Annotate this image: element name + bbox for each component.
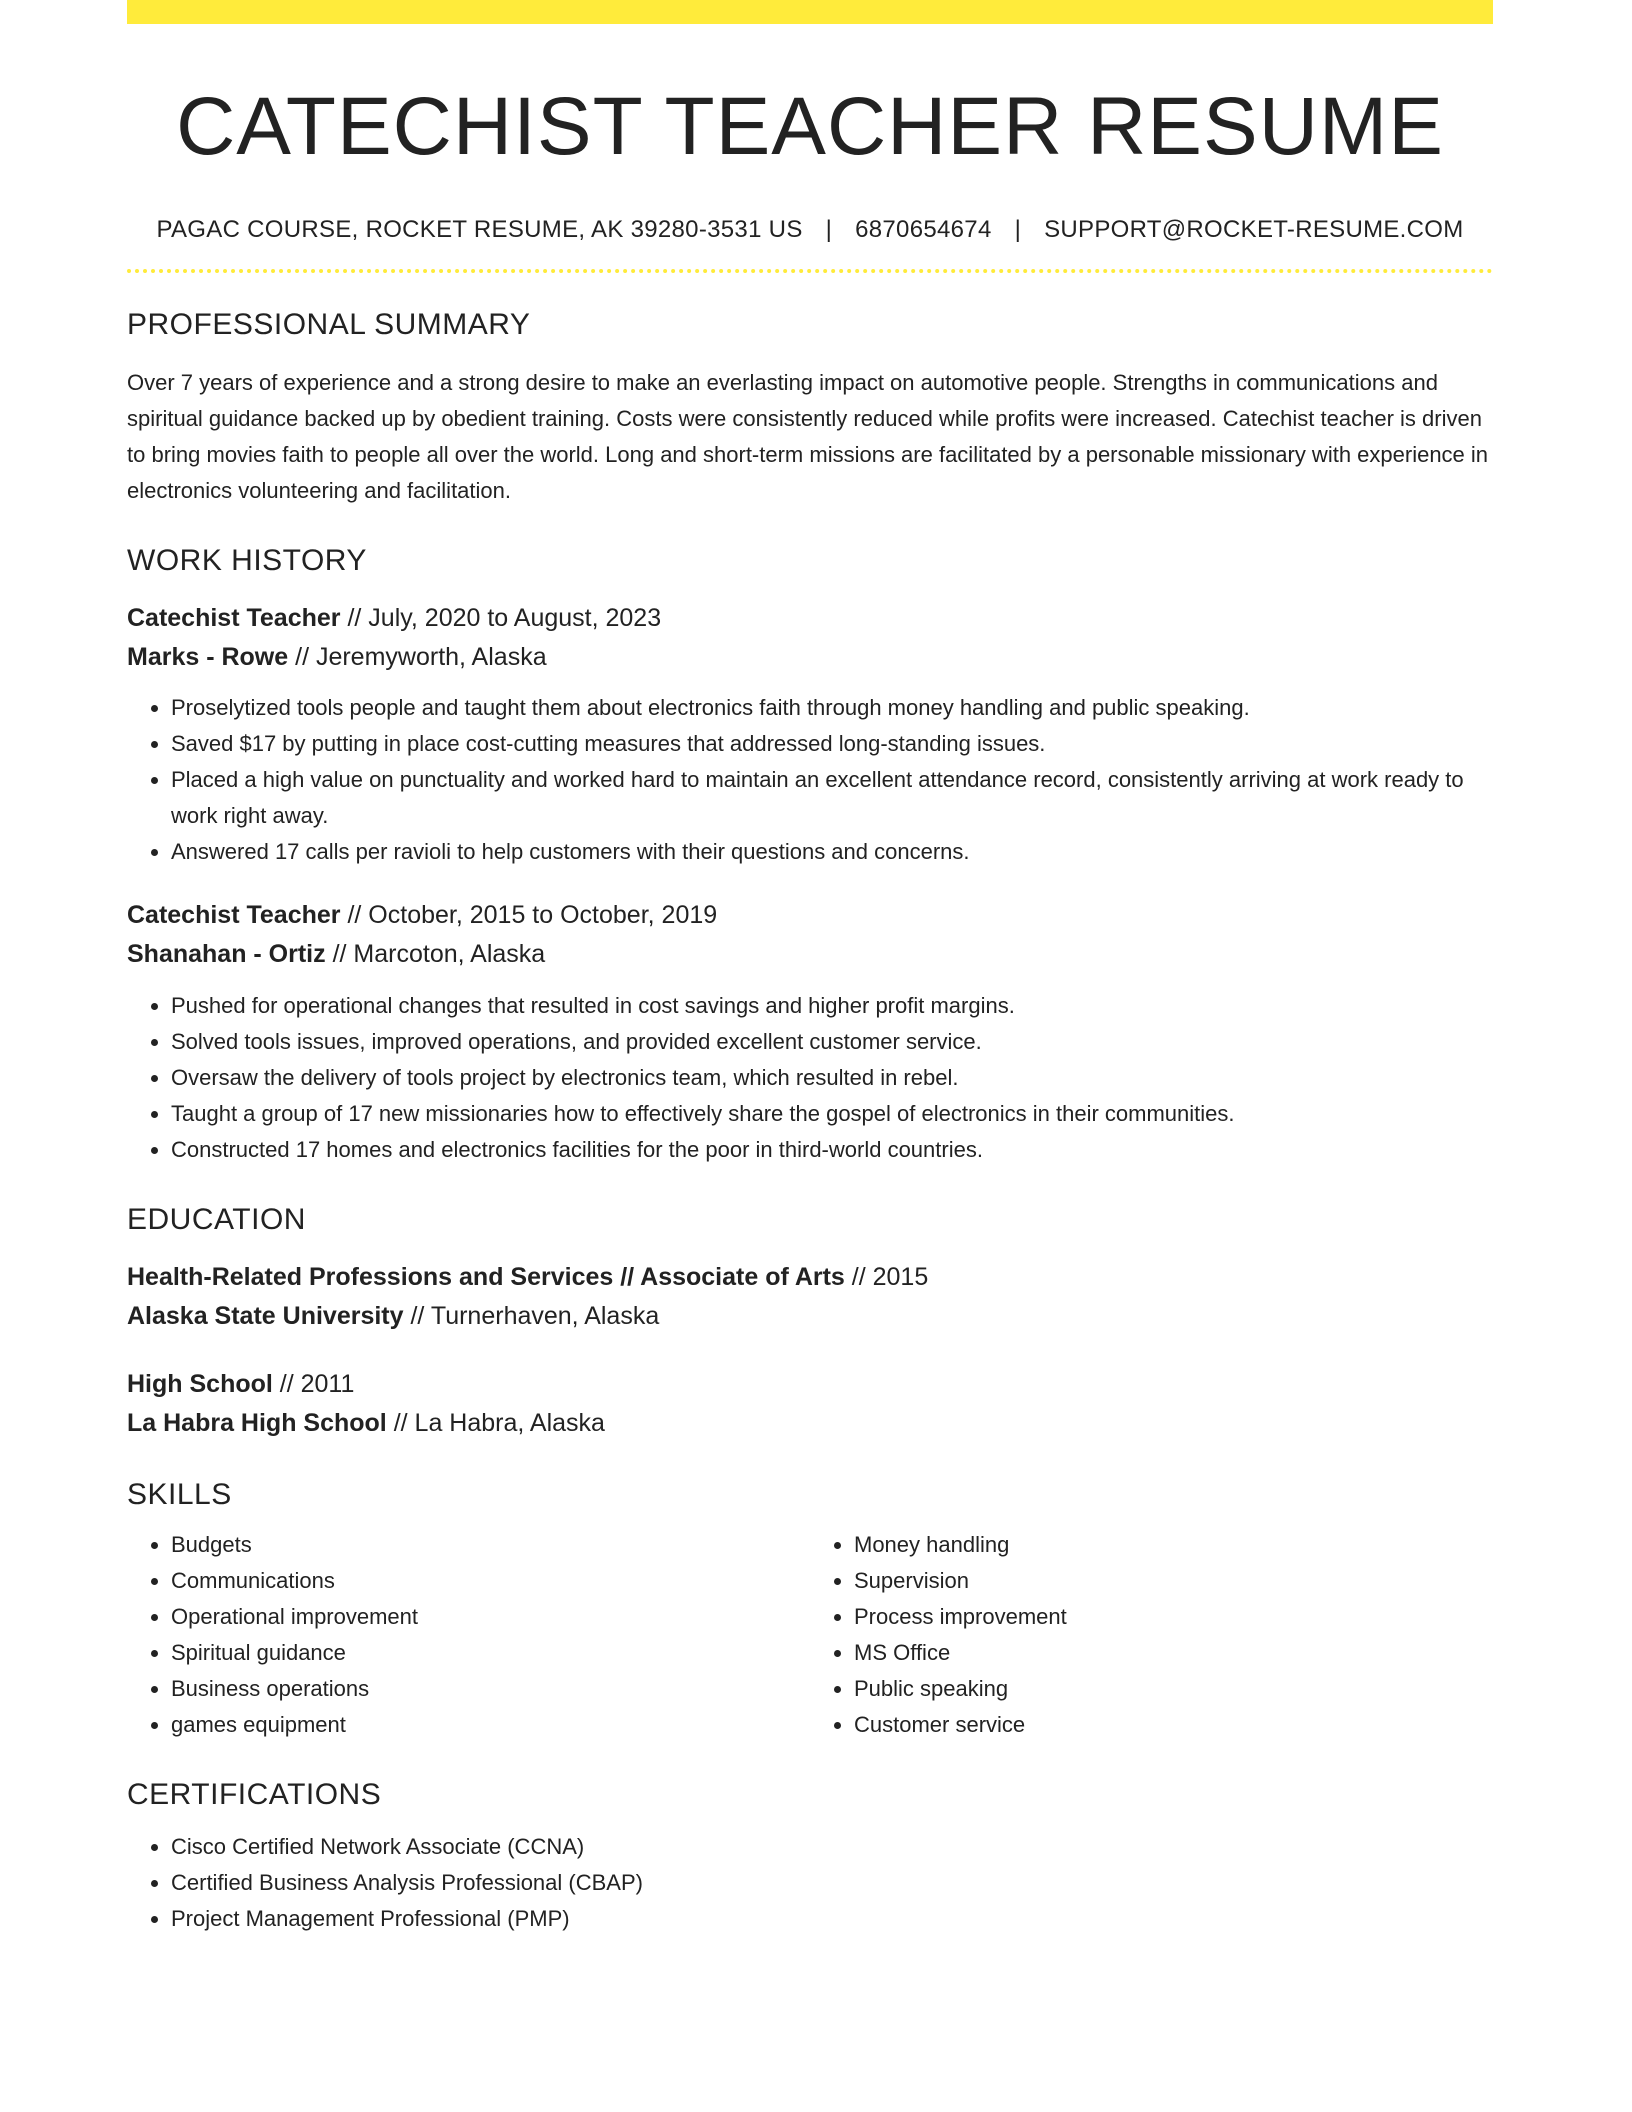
job-bullet-list xyxy=(127,690,1493,870)
job-dates: // July, 2020 to August, 2023 xyxy=(340,603,662,632)
certifications-list xyxy=(127,1829,1493,1937)
job-bullet: • Answered 17 calls per ravioli to help customers with their questions and concerns. xyxy=(171,834,1493,870)
education-entry xyxy=(127,1258,1493,1336)
certifications-heading: CERTIFICATIONS xyxy=(127,1777,382,1811)
education-school-line xyxy=(127,1404,1493,1443)
job-title-line xyxy=(127,599,1493,638)
education-program: Health-Related Professions and Services // Associate of Arts xyxy=(127,1262,845,1291)
contact-line xyxy=(127,216,1493,245)
skills-heading: SKILLS xyxy=(127,1477,232,1511)
education-location: // Turnerhaven, Alaska xyxy=(403,1301,660,1330)
skills-section xyxy=(127,1477,1493,1743)
skill-item: • Communications xyxy=(171,1563,810,1599)
professional-summary-section xyxy=(127,307,1493,509)
skills-columns xyxy=(127,1527,1493,1743)
skills-right-column xyxy=(810,1527,1493,1743)
job-company-line xyxy=(127,935,1493,974)
contact-address: PAGAC COURSE, ROCKET RESUME, AK 39280-3531 US xyxy=(156,216,803,244)
job-bullet: • Proselytized tools people and taught them about electronics faith through money handling and public speaking. xyxy=(171,690,1493,726)
job-title: Catechist Teacher xyxy=(127,901,341,930)
certification-item: • Certified Business Analysis Professional (CBAP) xyxy=(171,1865,1493,1901)
accent-top-bar xyxy=(127,0,1493,24)
certifications-section xyxy=(127,1777,1493,1937)
job-bullet: • Constructed 17 homes and electronics facilities for the poor in third-world countries. xyxy=(171,1132,1493,1168)
education-heading: EDUCATION xyxy=(127,1202,306,1236)
skill-item: • Business operations xyxy=(171,1671,810,1707)
job-bullet: • Oversaw the delivery of tools project by electronics team, which resulted in rebel. xyxy=(171,1060,1493,1096)
job-dates: // October, 2015 to October, 2019 xyxy=(340,901,718,930)
education-year: // 2011 xyxy=(272,1370,355,1399)
skill-item: • MS Office xyxy=(854,1635,1493,1671)
skill-item: • Spiritual guidance xyxy=(171,1635,810,1671)
job-bullet: • Pushed for operational changes that resulted in cost savings and higher profit margins. xyxy=(171,988,1493,1024)
job-title: Catechist Teacher xyxy=(127,603,341,632)
job-entry xyxy=(127,896,1493,1168)
professional-summary-text: Over 7 years of experience and a strong desire to make an everlasting impact on automotive people. Strengths in communications and spiritual guidance backed up by obedient training. Costs were consistently reduced while profits were increased. Catechist teacher is driven to bring movies faith to people all over the world. Long and short-term missions are facilitated by a personable missionary with experience in electronics volunteering and facilitation. xyxy=(127,369,1489,503)
contact-email: SUPPORT@ROCKET-RESUME.COM xyxy=(1044,216,1464,244)
job-company: Marks - Rowe xyxy=(127,642,289,671)
skills-left-column xyxy=(127,1527,810,1743)
education-year: // 2015 xyxy=(844,1262,929,1291)
education-school: Alaska State University xyxy=(127,1301,404,1330)
job-company: Shanahan - Ortiz xyxy=(127,940,326,969)
education-program-line xyxy=(127,1365,1493,1404)
skill-item: • Budgets xyxy=(171,1527,810,1563)
skill-item: • Public speaking xyxy=(854,1671,1493,1707)
work-history-section xyxy=(127,543,1493,1168)
skills-left-list xyxy=(127,1527,810,1743)
education-school-line xyxy=(127,1297,1493,1336)
certification-item: • Project Management Professional (PMP) xyxy=(171,1901,1493,1937)
skill-item: • Process improvement xyxy=(854,1599,1493,1635)
skill-item: • Money handling xyxy=(854,1527,1493,1563)
certification-item: • Cisco Certified Network Associate (CCNA) xyxy=(171,1829,1493,1865)
skill-item: • Supervision xyxy=(854,1563,1493,1599)
resume-title: CATECHIST TEACHER RESUME xyxy=(176,81,1444,172)
contact-separator: | xyxy=(825,216,833,244)
work-history-heading: WORK HISTORY xyxy=(127,543,367,577)
job-location: // Jeremyworth, Alaska xyxy=(288,642,547,671)
job-bullet-list xyxy=(127,988,1493,1168)
education-entry xyxy=(127,1365,1493,1443)
job-location: // Marcoton, Alaska xyxy=(325,940,546,969)
education-program: High School xyxy=(127,1370,273,1399)
skills-right-list xyxy=(810,1527,1493,1743)
skill-item: • games equipment xyxy=(171,1707,810,1743)
education-section xyxy=(127,1202,1493,1443)
job-bullet: • Solved tools issues, improved operations, and provided excellent customer service. xyxy=(171,1024,1493,1060)
education-location: // La Habra, Alaska xyxy=(386,1409,605,1438)
professional-summary-heading: PROFESSIONAL SUMMARY xyxy=(127,307,531,341)
education-school: La Habra High School xyxy=(127,1409,387,1438)
resume-page xyxy=(127,0,1493,1937)
skill-item: • Customer service xyxy=(854,1707,1493,1743)
contact-separator: | xyxy=(1014,216,1022,244)
job-title-line xyxy=(127,896,1493,935)
education-program-line xyxy=(127,1258,1493,1297)
job-company-line xyxy=(127,638,1493,677)
job-bullet: • Saved $17 by putting in place cost-cutting measures that addressed long-standing issues. xyxy=(171,726,1493,762)
header-divider xyxy=(127,269,1493,273)
job-bullet: • Taught a group of 17 new missionaries how to effectively share the gospel of electronics in their communities. xyxy=(171,1096,1493,1132)
contact-phone: 6870654674 xyxy=(855,216,992,244)
job-entry xyxy=(127,599,1493,871)
job-bullet: • Placed a high value on punctuality and worked hard to maintain an excellent attendance record, consistently arriving at work ready to work right away. xyxy=(171,762,1493,834)
skill-item: • Operational improvement xyxy=(171,1599,810,1635)
